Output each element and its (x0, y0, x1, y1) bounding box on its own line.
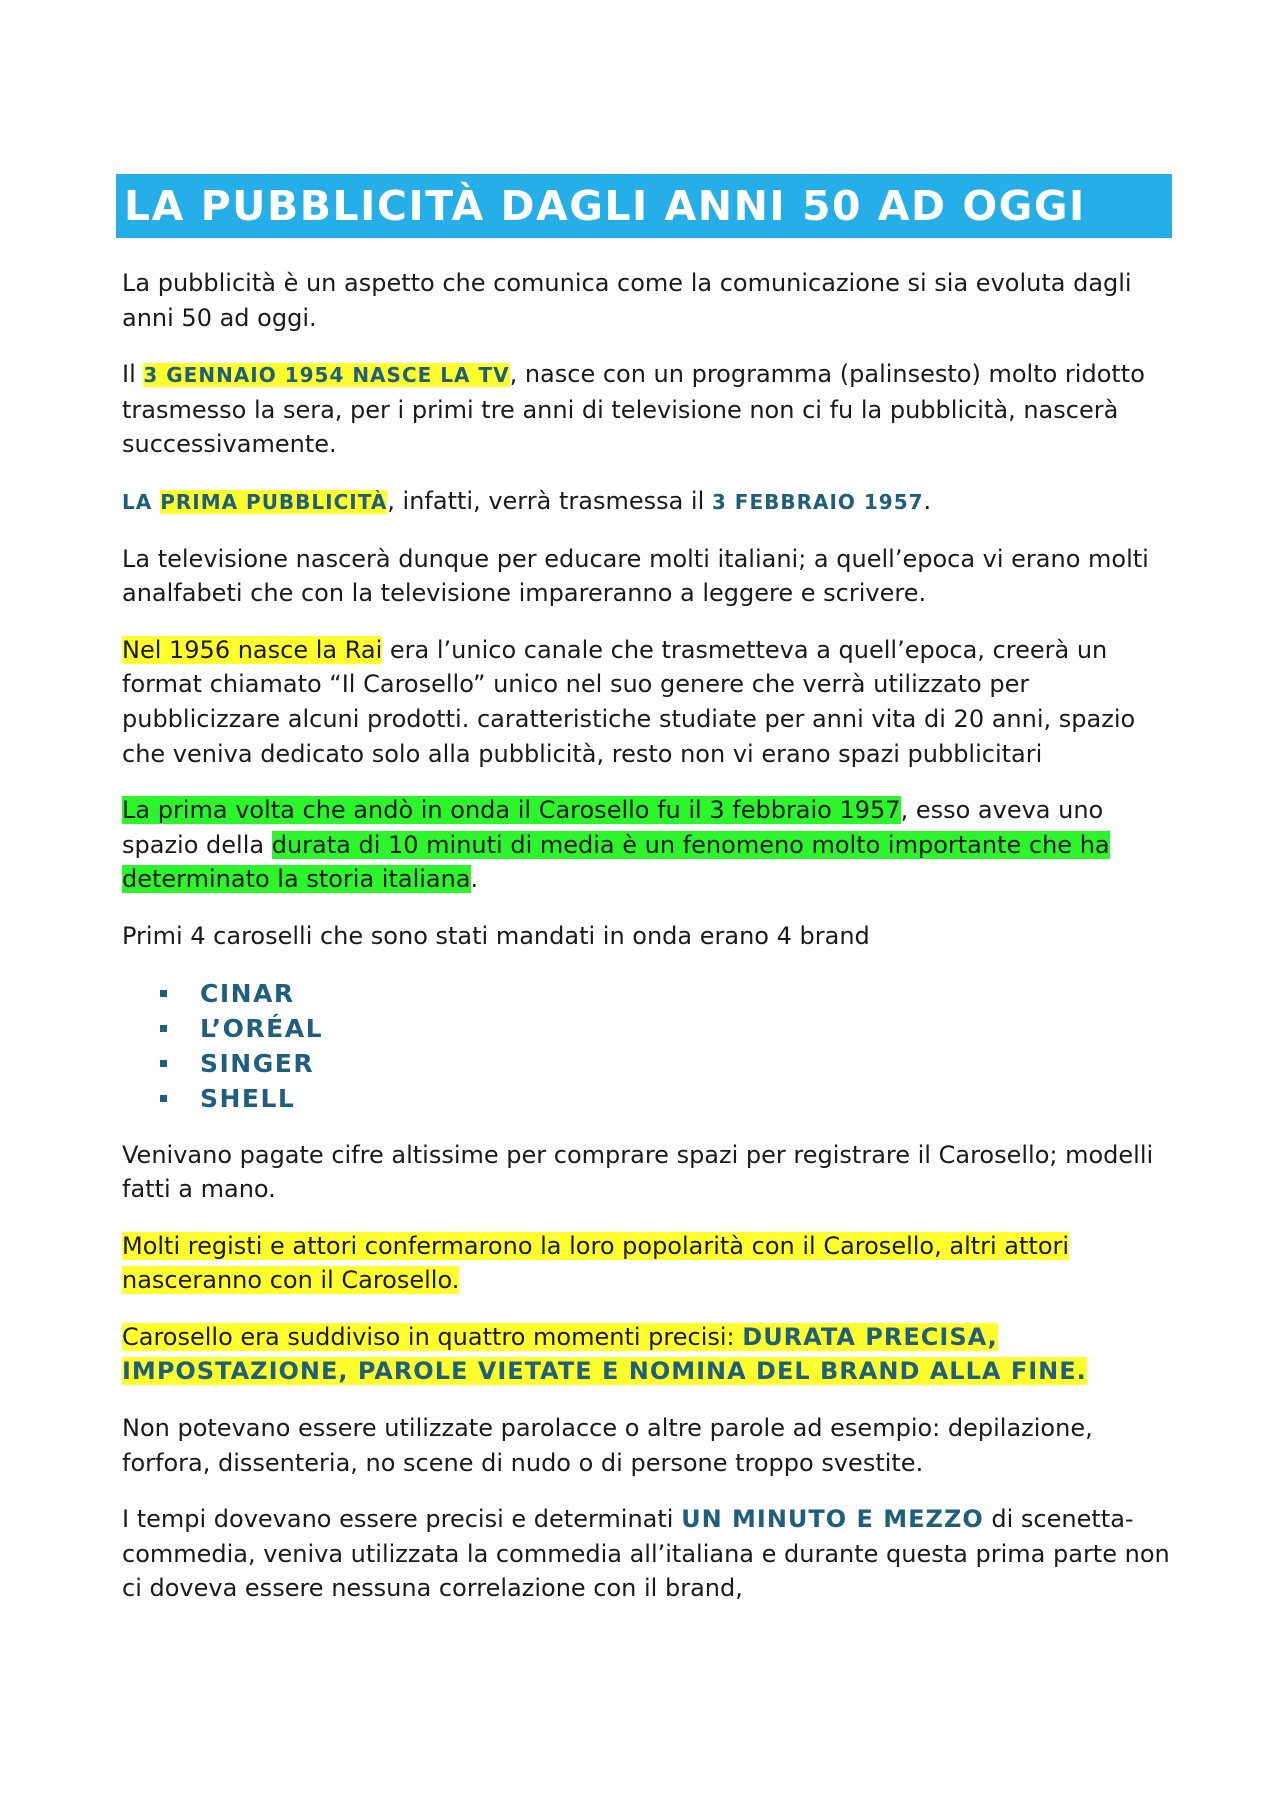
paragraph-timing (122, 1502, 1172, 1606)
highlight-rai: Nel 1956 nasce la Rai (122, 635, 383, 664)
keyword-first-ad: PRIMA PUBBLICITÀ (160, 489, 388, 514)
paragraph-education: La televisione nascerà dunque per educare molti italiani; a quell’epoca vi erano molti analfabeti che con la televisione impareranno a leggere e scrivere. (122, 544, 1149, 608)
text-run: , esso aveva uno spazio della (122, 796, 1104, 859)
paragraph-intro: La pubblicità è un aspetto che comunica come la comunicazione si sia evoluta dagli anni 50 ad oggi. (122, 269, 1132, 332)
highlight-carosello-date: La prima volta che andò in onda il Carosello fu il 3 febbraio 1957 (122, 796, 901, 825)
text-run: , nasce con un programma (palinsesto) molto ridotto trasmesso la sera, per i primi tre anni di televisione non ci fu la pubblicità, nascerà successivamente. (122, 360, 1145, 459)
document-body (122, 266, 1172, 1628)
title-banner (116, 174, 1172, 238)
text-run: . (470, 865, 479, 894)
list-item (160, 976, 1172, 1011)
paragraph-carosello-first (122, 793, 1172, 897)
paragraph-moments (122, 1320, 1172, 1389)
highlight-carosello-duration: durata di 10 minuti di media è un fenomeno molto importante che ha determinato la storia italiana (122, 830, 1110, 894)
text-run: di scenetta-commedia, veniva utilizzata la commedia all’italiana e durante questa prima parte non ci doveva essere nessuna correlazione con il brand, (122, 1505, 1170, 1603)
text-run: I tempi dovevano essere precisi e determinati (122, 1505, 682, 1534)
paragraph-actors (122, 1229, 1172, 1298)
paragraph-rai (122, 633, 1172, 771)
list-item (160, 1046, 1172, 1081)
text-run: , infatti, verrà trasmessa il (387, 486, 712, 515)
page-title: LA PUBBLICITÀ DAGLI ANNI 50 AD OGGI (124, 182, 1086, 230)
bullet-square-icon (160, 990, 167, 997)
keyword-moments: DURATA PRECISA, IMPOSTAZIONE, PAROLE VIETATE E NOMINA DEL BRAND ALLA FINE. (122, 1322, 1087, 1386)
keyword-tv-date: 3 GENNAIO 1954 NASCE LA TV (143, 363, 510, 388)
text-run: Il (122, 360, 144, 389)
paragraph-forbidden-words: Non potevano essere utilizzate parolacce o altre parole ad esempio: depilazione, forfora, dissenteria, no scene di nudo o di persone troppo svestite. (122, 1414, 1093, 1477)
keyword-timing: UN MINUTO E MEZZO (681, 1505, 984, 1534)
paragraph-brands-intro: Primi 4 caroselli che sono stati mandati in onda erano 4 brand (122, 921, 870, 950)
bullet-square-icon (160, 1060, 167, 1067)
highlight-actors: Molti registi e attori confermarono la loro popolarità con il Carosello, altri attori nasceranno con il Carosello. (122, 1231, 1070, 1295)
list-item (160, 1011, 1172, 1046)
bullet-square-icon (160, 1025, 167, 1032)
paragraph-costs: Venivano pagate cifre altissime per comprare spazi per registrare il Carosello; modelli fatti a mano. (122, 1140, 1154, 1204)
paragraph-tv-birth (122, 357, 1172, 462)
brand-label: CINAR (200, 978, 295, 1008)
keyword-first-ad-date: 3 FEBBRAIO 1957 (711, 489, 924, 514)
list-item (160, 1081, 1172, 1116)
paragraph-first-ad (122, 484, 1172, 520)
text-run: era l’unico canale che trasmetteva a quell’epoca, creerà un format chiamato “Il Carosello” unico nel suo genere che verrà utilizzato per pubblicizzare alcuni prodotti. caratteristiche studiate per anni vita di 20 anni, spazio che veniva dedicato solo alla pubblicità, resto non vi erano spazi pubblicitari (122, 635, 1136, 768)
highlight-moments: Carosello era suddiviso in quattro momenti precisi: (122, 1322, 743, 1351)
brand-label: SHELL (200, 1083, 296, 1113)
brand-label: L’ORÉAL (200, 1013, 324, 1043)
text-run: . (923, 486, 932, 515)
bullet-square-icon (160, 1095, 167, 1102)
brand-label: SINGER (200, 1048, 315, 1078)
brand-list (122, 976, 1172, 1116)
keyword-la: LA (122, 489, 161, 514)
